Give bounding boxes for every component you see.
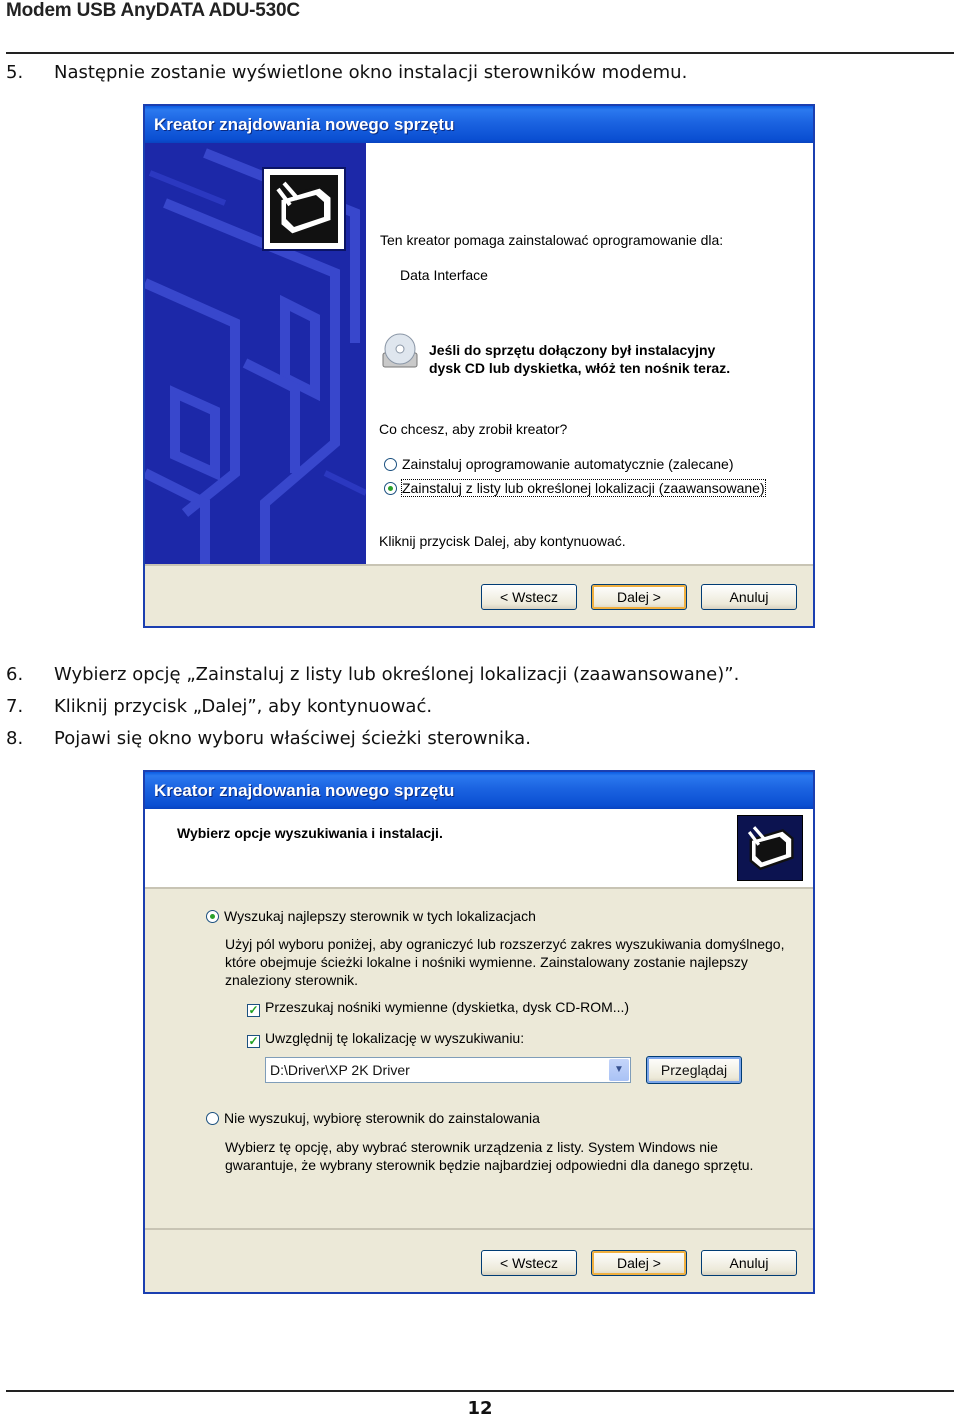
cd-prompt-line1: Jeśli do sprzętu dołączony był instalacyjny — [429, 342, 716, 358]
page-number: 12 — [467, 1398, 493, 1419]
step-7 — [6, 696, 432, 717]
radio-icon[interactable] — [384, 458, 397, 471]
cd-prompt-line2: dysk CD lub dyskietka, włóż ten nośnik teraz. — [429, 360, 731, 376]
divider — [145, 564, 813, 566]
button-row — [481, 1250, 797, 1276]
step-number: 8. — [6, 728, 24, 749]
step-number: 7. — [6, 696, 24, 717]
checkbox-include-location[interactable] — [247, 1030, 524, 1048]
step-number: 6. — [6, 664, 24, 685]
next-button[interactable]: Dalej > — [591, 1250, 687, 1276]
wizard-dialog-search-options — [143, 770, 815, 1294]
radio-label: Zainstaluj z listy lub określonej lokalizacji (zaawansowane) — [402, 480, 765, 496]
device-name: Data Interface — [400, 267, 488, 283]
radio-icon[interactable] — [206, 1112, 219, 1125]
radio-label: Nie wyszukuj, wybiorę sterownik do zainstalowania — [224, 1110, 540, 1126]
back-button[interactable]: < Wstecz — [481, 584, 577, 610]
search-description-line1: Użyj pól wyboru poniżej, aby ograniczyć lub rozszerzyć zakres wyszukiwania domyślnego, — [225, 936, 785, 952]
continue-hint: Kliknij przycisk Dalej, aby kontynuować. — [379, 533, 626, 549]
wizard-dialog-welcome — [143, 104, 815, 628]
cd-icon — [380, 331, 420, 371]
search-description-line2: które obejmuje ścieżki lokalne i nośniki wymienne. Zainstalowany zostanie najlepszy — [225, 954, 748, 970]
radio-install-auto[interactable] — [384, 456, 734, 472]
radio-dont-search[interactable] — [206, 1110, 540, 1126]
step-number: 5. — [6, 62, 24, 83]
browse-button[interactable]: Przeglądaj — [646, 1056, 742, 1084]
step-text: Wybierz opcję „Zainstaluj z listy lub określonej lokalizacji (zaawansowane)”. — [54, 664, 740, 685]
back-button[interactable]: < Wstecz — [481, 1250, 577, 1276]
hardware-icon — [262, 167, 346, 251]
checkbox-checked-icon[interactable]: ✓ — [248, 1003, 259, 1017]
chevron-down-icon[interactable]: ▼ — [609, 1059, 629, 1081]
dialog-title: Kreator znajdowania nowego sprzętu — [145, 106, 813, 143]
next-button[interactable]: Dalej > — [591, 584, 687, 610]
divider — [145, 1228, 813, 1230]
checkbox-removable-media[interactable] — [247, 999, 629, 1017]
question-label: Co chcesz, aby zrobił kreator? — [379, 421, 568, 437]
step-text: Pojawi się okno wyboru właściwej ścieżki sterownika. — [54, 728, 531, 749]
wizard-side-banner — [145, 143, 366, 564]
step-8 — [6, 728, 531, 749]
wizard-header — [145, 809, 813, 889]
search-description-line3: znaleziony sterownik. — [225, 972, 359, 988]
manual-description-line1: Wybierz tę opcję, aby wybrać sterownik urządzenia z listy. System Windows nie — [225, 1139, 718, 1155]
path-value: D:\Driver\XP 2K Driver — [270, 1062, 410, 1078]
radio-search-best[interactable] — [206, 908, 536, 924]
step-text: Następnie zostanie wyświetlone okno instalacji sterowników modemu. — [54, 62, 688, 83]
header-rule — [6, 52, 954, 54]
checkbox-label: Uwzględnij tę lokalizację w wyszukiwaniu: — [265, 1030, 525, 1046]
radio-label: Zainstaluj oprogramowanie automatycznie (zalecane) — [402, 456, 734, 472]
cancel-button[interactable]: Anuluj — [701, 584, 797, 610]
dialog-title: Kreator znajdowania nowego sprzętu — [145, 772, 813, 809]
radio-selected-icon[interactable] — [384, 482, 397, 495]
step-text: Kliknij przycisk „Dalej”, aby kontynuować. — [54, 696, 433, 717]
step-6 — [6, 664, 739, 685]
manual-description-line2: gwarantuje, że wybrany sterownik będzie najbardziej odpowiedni dla danego sprzętu. — [225, 1157, 754, 1173]
intro-text: Ten kreator pomaga zainstalować oprogramowanie dla: — [380, 232, 724, 248]
radio-install-list[interactable] — [384, 480, 765, 496]
footer-rule — [6, 1390, 954, 1392]
checkbox-label: Przeszukaj nośniki wymienne (dyskietka, dysk CD-ROM...) — [265, 999, 630, 1015]
wizard-content — [366, 143, 813, 564]
radio-selected-icon[interactable] — [206, 910, 219, 923]
radio-label: Wyszukaj najlepszy sterownik w tych lokalizacjach — [224, 908, 536, 924]
step-5 — [6, 62, 687, 83]
document-header: Modem USB AnyDATA ADU-530C — [6, 0, 300, 21]
page-heading: Wybierz opcje wyszukiwania i instalacji. — [177, 825, 443, 841]
checkbox-checked-icon[interactable]: ✓ — [248, 1034, 259, 1048]
cancel-button[interactable]: Anuluj — [701, 1250, 797, 1276]
button-row — [481, 584, 797, 610]
path-combobox[interactable] — [265, 1057, 631, 1083]
hardware-icon — [737, 815, 803, 881]
